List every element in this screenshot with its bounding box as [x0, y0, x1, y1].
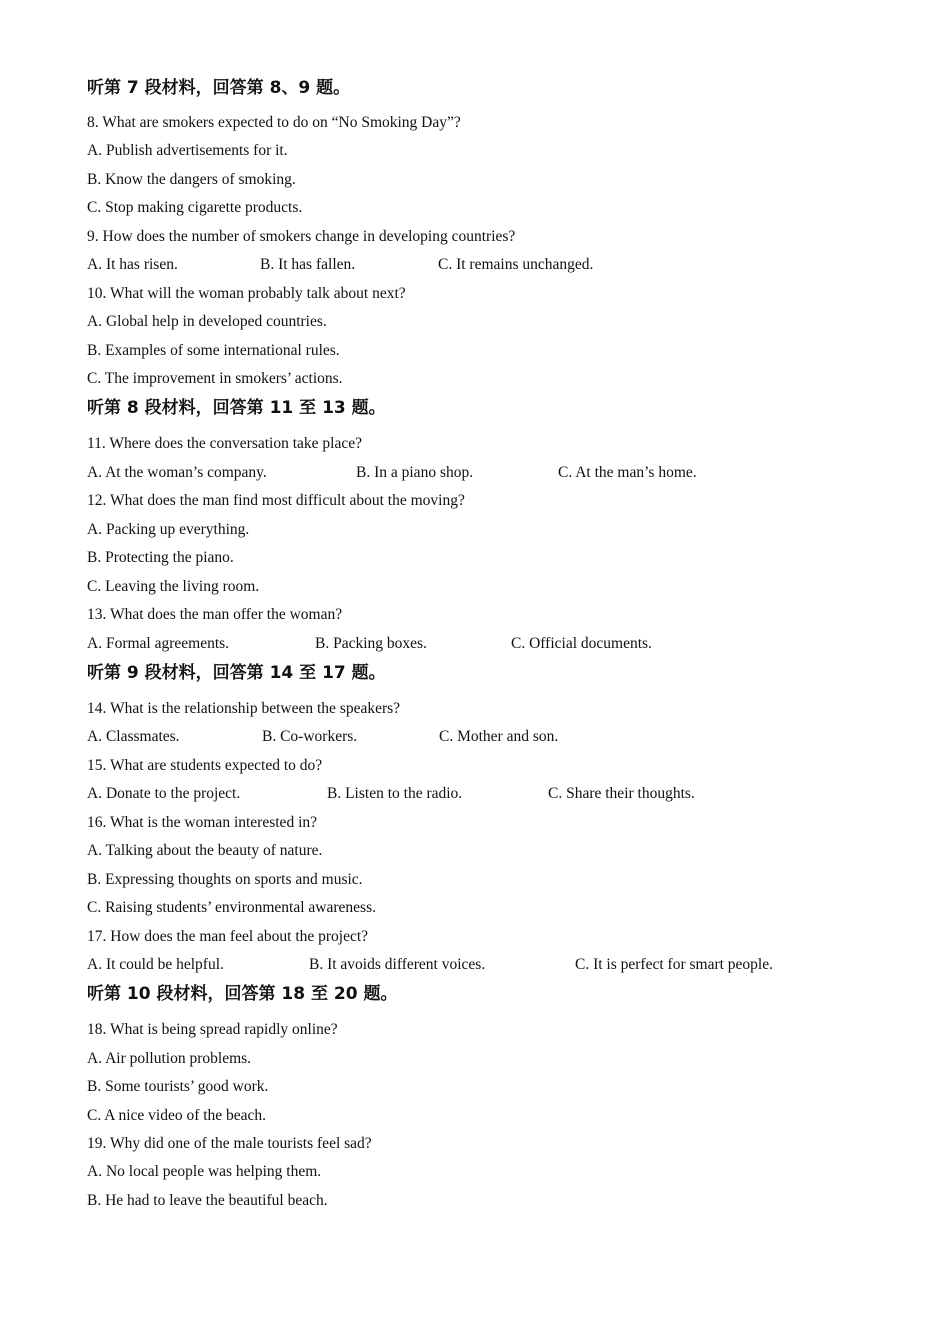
question-10: 10. What will the woman probably talk about next? [87, 285, 406, 302]
question-18: 18. What is being spread rapidly online? [87, 1021, 338, 1038]
section-heading-9: 听第 9 段材料，回答第 14 至 17 题。 [87, 663, 386, 683]
q19-option-b: B. He had to leave the beautiful beach. [87, 1192, 328, 1209]
q16-option-b: B. Expressing thoughts on sports and music. [87, 871, 363, 888]
q11-option-c: C. At the man’s home. [558, 464, 697, 481]
q15-option-b: B. Listen to the radio. [327, 785, 463, 802]
question-16: 16. What is the woman interested in? [87, 814, 318, 831]
question-12: 12. What does the man find most difficult about the moving? [87, 492, 465, 509]
question-9: 9. How does the number of smokers change in developing countries? [87, 228, 516, 245]
q16-option-c: C. Raising students’ environmental awareness. [87, 899, 376, 916]
q12-option-c: C. Leaving the living room. [87, 578, 260, 595]
question-15: 15. What are students expected to do? [87, 757, 323, 774]
q11-option-b: B. In a piano shop. [356, 464, 474, 481]
q17-option-a: A. It could be helpful. [87, 956, 224, 973]
q18-option-c: C. A nice video of the beach. [87, 1107, 267, 1124]
q14-option-a: A. Classmates. [87, 728, 180, 745]
question-13: 13. What does the man offer the woman? [87, 606, 343, 623]
question-17: 17. How does the man feel about the project? [87, 928, 369, 945]
q14-option-b: B. Co-workers. [262, 728, 358, 745]
q11-option-a: A. At the woman’s company. [87, 464, 267, 481]
q8-option-c: C. Stop making cigarette products. [87, 199, 303, 216]
q10-option-c: C. The improvement in smokers’ actions. [87, 370, 343, 387]
q10-option-b: B. Examples of some international rules. [87, 342, 340, 359]
q12-option-b: B. Protecting the piano. [87, 549, 234, 566]
question-14: 14. What is the relationship between the speakers? [87, 700, 401, 717]
section-heading-10: 听第 10 段材料，回答第 18 至 20 题。 [87, 984, 398, 1004]
q17-option-c: C. It is perfect for smart people. [575, 956, 773, 973]
section-heading-8: 听第 8 段材料，回答第 11 至 13 题。 [87, 398, 386, 418]
q14-option-c: C. Mother and son. [439, 728, 559, 745]
q19-option-a: A. No local people was helping them. [87, 1163, 322, 1180]
q12-option-a: A. Packing up everything. [87, 521, 250, 538]
section-heading-7: 听第 7 段材料，回答第 8、9 题。 [87, 78, 351, 98]
question-11: 11. Where does the conversation take place? [87, 435, 363, 452]
q13-option-a: A. Formal agreements. [87, 635, 230, 652]
q8-option-b: B. Know the dangers of smoking. [87, 171, 296, 188]
question-8: 8. What are smokers expected to do on “No Smoking Day”? [87, 114, 461, 131]
q15-option-a: A. Donate to the project. [87, 785, 241, 802]
q18-option-a: A. Air pollution problems. [87, 1050, 252, 1067]
question-19: 19. Why did one of the male tourists feel sad? [87, 1135, 372, 1152]
q18-option-b: B. Some tourists’ good work. [87, 1078, 269, 1095]
q16-option-a: A. Talking about the beauty of nature. [87, 842, 323, 859]
q17-option-b: B. It avoids different voices. [309, 956, 486, 973]
q9-option-c: C. It remains unchanged. [438, 256, 594, 273]
q15-option-c: C. Share their thoughts. [548, 785, 695, 802]
q8-option-a: A. Publish advertisements for it. [87, 142, 288, 159]
q9-option-a: A. It has risen. [87, 256, 178, 273]
q13-option-b: B. Packing boxes. [315, 635, 427, 652]
q9-option-b: B. It has fallen. [260, 256, 356, 273]
q13-option-c: C. Official documents. [511, 635, 652, 652]
q10-option-a: A. Global help in developed countries. [87, 313, 327, 330]
